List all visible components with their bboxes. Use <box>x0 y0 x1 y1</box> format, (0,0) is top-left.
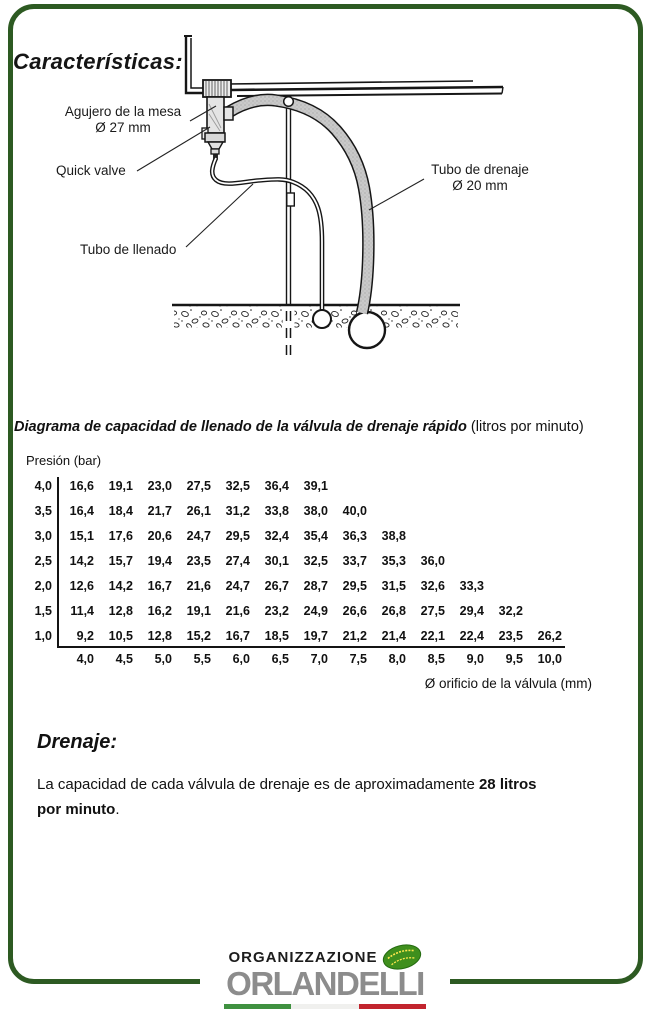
fill-outlet-circle <box>313 310 331 328</box>
value-cell: 32,2 <box>498 604 523 618</box>
label-table-hole-line2: Ø 27 mm <box>95 120 151 135</box>
value-cell: 33,8 <box>264 504 289 518</box>
value-cell: 18,4 <box>108 504 133 518</box>
value-cell: 26,8 <box>381 604 406 618</box>
value-cell: 21,6 <box>186 579 211 593</box>
pressure-cell: 1,0 <box>34 629 52 643</box>
value-cell: 15,7 <box>108 554 133 568</box>
table-row-pressure-3,5 <box>8 504 370 521</box>
column-header-cell: 7,5 <box>349 652 367 666</box>
value-cell: 26,6 <box>342 604 367 618</box>
bench-lip <box>184 36 204 93</box>
table-title <box>14 419 584 435</box>
value-cell: 16,7 <box>147 579 172 593</box>
value-cell: 29,5 <box>342 579 367 593</box>
value-cell: 36,4 <box>264 479 289 493</box>
value-cell: 9,2 <box>76 629 94 643</box>
value-cell: 36,3 <box>342 529 367 543</box>
value-cell: 32,5 <box>225 479 250 493</box>
value-cell: 15,1 <box>69 529 94 543</box>
value-cell: 11,4 <box>70 604 94 618</box>
table-row-header <box>8 652 565 669</box>
value-cell: 22,1 <box>420 629 445 643</box>
column-header-cell: 7,0 <box>310 652 328 666</box>
value-cell: 26,7 <box>264 579 289 593</box>
column-header-cell: 4,0 <box>76 652 94 666</box>
value-cell: 10,5 <box>108 629 133 643</box>
value-cell: 31,5 <box>381 579 406 593</box>
y-axis-label: Presión (bar) <box>26 453 102 468</box>
label-table-hole-line1: Agujero de la mesa <box>64 104 182 119</box>
value-cell: 32,5 <box>303 554 328 568</box>
drainage-paragraph <box>37 772 597 822</box>
value-cell: 14,2 <box>108 579 133 593</box>
quick-valve-assembly <box>202 80 233 159</box>
column-header-cell: 5,5 <box>193 652 211 666</box>
value-cell: 35,3 <box>381 554 406 568</box>
column-header-cell: 5,0 <box>154 652 172 666</box>
value-cell: 33,7 <box>342 554 367 568</box>
table-row-pressure-3,0 <box>8 529 409 546</box>
pressure-cell: 2,5 <box>34 554 52 568</box>
value-cell: 26,1 <box>186 504 211 518</box>
value-cell: 23,0 <box>147 479 172 493</box>
value-cell: 35,4 <box>303 529 328 543</box>
value-cell: 40,0 <box>342 504 367 518</box>
value-cell: 24,9 <box>303 604 328 618</box>
logo-organizzazione-text: ORGANIZZAZIONE <box>228 948 378 966</box>
column-header-cell: 6,0 <box>232 652 250 666</box>
table-row-pressure-1,5 <box>8 604 526 621</box>
column-header-cell: 4,5 <box>115 652 133 666</box>
pressure-cell: 2,0 <box>34 579 52 593</box>
column-header-cell: 8,5 <box>427 652 445 666</box>
italian-flag-bar <box>224 1004 426 1009</box>
table-x-axis-line <box>57 646 565 648</box>
pressure-cell: 1,5 <box>34 604 52 618</box>
value-cell: 12,8 <box>147 629 172 643</box>
value-cell: 16,7 <box>225 629 250 643</box>
table-row-pressure-4,0 <box>8 479 331 496</box>
pressure-cell: 3,5 <box>34 504 52 518</box>
value-cell: 21,7 <box>147 504 172 518</box>
value-cell: 39,1 <box>303 479 328 493</box>
pressure-cell: 3,0 <box>34 529 52 543</box>
flag-red-segment <box>359 1004 426 1009</box>
drainage-heading: Drenaje: <box>37 731 118 753</box>
leg-detail <box>287 193 295 206</box>
drainage-text-end: . <box>115 801 120 818</box>
leg-joint-circle <box>284 97 294 107</box>
value-cell: 38,8 <box>381 529 406 543</box>
pressure-cell: 4,0 <box>34 479 52 493</box>
value-cell: 12,8 <box>108 604 133 618</box>
value-cell: 27,5 <box>186 479 211 493</box>
label-table-hole <box>56 104 190 136</box>
value-cell: 32,6 <box>420 579 445 593</box>
value-cell: 17,6 <box>108 529 133 543</box>
column-header-cell: 9,5 <box>505 652 523 666</box>
drainage-text-bold2: por minuto <box>37 801 116 818</box>
column-header-cell: 9,0 <box>466 652 484 666</box>
value-cell: 16,2 <box>147 604 172 618</box>
value-cell: 36,0 <box>420 554 445 568</box>
flag-white-segment <box>291 1004 358 1009</box>
value-cell: 23,2 <box>264 604 289 618</box>
label-quick-valve: Quick valve <box>56 163 126 178</box>
drain-outlet-circle <box>349 312 385 348</box>
value-cell: 30,1 <box>264 554 289 568</box>
logo-orlandelli-text: ORLANDELLI <box>226 965 424 1002</box>
flag-green-segment <box>224 1004 291 1009</box>
value-cell: 24,7 <box>186 529 211 543</box>
value-cell: 21,6 <box>225 604 250 618</box>
value-cell: 21,2 <box>342 629 367 643</box>
value-cell: 16,6 <box>69 479 94 493</box>
value-cell: 23,5 <box>498 629 523 643</box>
value-cell: 12,6 <box>69 579 94 593</box>
value-cell: 19,7 <box>303 629 328 643</box>
value-cell: 18,5 <box>264 629 289 643</box>
company-logo <box>200 934 450 1020</box>
table-title-main: Diagrama de capacidad de llenado de la válvula de drenaje rápido <box>14 419 467 435</box>
table-row-pressure-2,5 <box>8 554 448 571</box>
value-cell: 33,3 <box>459 579 484 593</box>
table-row-pressure-2,0 <box>8 579 487 596</box>
value-cell: 29,5 <box>225 529 250 543</box>
header-corner <box>8 652 52 669</box>
column-header-cell: 8,0 <box>388 652 406 666</box>
column-header-cell: 6,5 <box>271 652 289 666</box>
value-cell: 16,4 <box>69 504 94 518</box>
value-cell: 15,2 <box>186 629 211 643</box>
value-cell: 22,4 <box>459 629 484 643</box>
value-cell: 23,5 <box>186 554 211 568</box>
value-cell: 38,0 <box>303 504 328 518</box>
drainage-text-regular: La capacidad de cada válvula de drenaje es de aproximadamente <box>37 776 479 793</box>
value-cell: 29,4 <box>459 604 484 618</box>
value-cell: 19,1 <box>108 479 133 493</box>
drainage-text-bold1: 28 litros <box>478 776 537 793</box>
label-fill-tube: Tubo de llenado <box>80 242 177 257</box>
column-header-cell: 10,0 <box>537 652 562 666</box>
value-cell: 19,4 <box>147 554 172 568</box>
label-drain-tube-line1: Tubo de drenaje <box>431 162 529 177</box>
value-cell: 27,4 <box>225 554 250 568</box>
label-drain-tube <box>424 162 536 194</box>
value-cell: 27,5 <box>420 604 445 618</box>
fill-tube <box>212 158 322 310</box>
value-cell: 21,4 <box>381 629 406 643</box>
label-drain-tube-line2: Ø 20 mm <box>452 178 508 193</box>
value-cell: 31,2 <box>225 504 250 518</box>
value-cell: 19,1 <box>186 604 211 618</box>
page-title: Características: <box>13 49 183 74</box>
value-cell: 32,4 <box>264 529 289 543</box>
x-axis-label: Ø orificio de la válvula (mm) <box>424 676 592 691</box>
value-cell: 20,6 <box>147 529 172 543</box>
table-row-pressure-1,0 <box>8 629 565 646</box>
value-cell: 14,2 <box>69 554 94 568</box>
value-cell: 28,7 <box>303 579 328 593</box>
table-title-units: (litros por minuto) <box>466 419 584 435</box>
drain-tube <box>229 100 368 313</box>
value-cell: 24,7 <box>225 579 250 593</box>
value-cell: 26,2 <box>537 629 562 643</box>
